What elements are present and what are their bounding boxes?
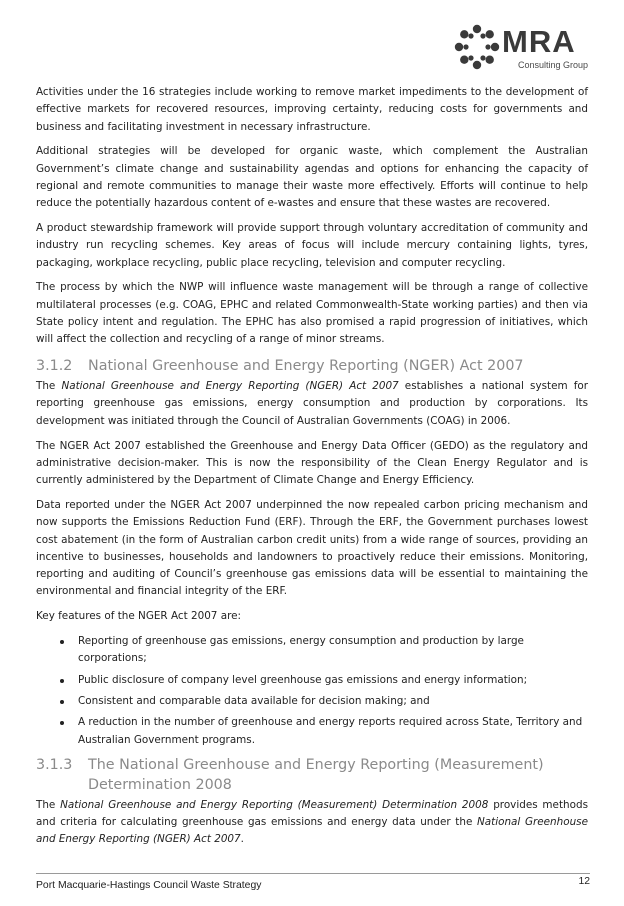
section-heading-3-1-2 (36, 356, 588, 376)
text-run: The (36, 380, 62, 393)
paragraph: The NGER Act 2007 established the Greenhouse and Energy Data Officer (GEDO) as the regulatory and administrative decision-maker. This is now the responsibility of the Clean Energy Regulator and is currently administered by the Department of Climate Change and Energy Efficiency. (36, 439, 588, 487)
list-item: Consistent and comparable data available for decision making; and (36, 693, 588, 710)
section-title: National Greenhouse and Energy Reporting (NGER) Act 2007 (88, 358, 524, 375)
paragraph: Additional strategies will be developed for organic waste, which complement the Australian Government’s climate change and sustainability agendas and options for enhancing the capacity of regional and remote communities to manage their waste more effectively. Efforts will continue to help reduce the potentially hazardous content of e-wastes and ensure that these wastes are recovered. (36, 145, 588, 210)
paragraph: The process by which the NWP will influence waste management will be through a range of collective multilateral processes (e.g. COAG, EPHC and related Commonwealth-State working parties) and then via State policy intent and regulation. The EPHC has also promised a rapid progression of initiatives, which will affect the collection and recycling of a range of minor streams. (36, 281, 588, 346)
section-number: 3.1.3 (36, 756, 73, 773)
paragraph: Activities under the 16 strategies include working to remove market impediments to the development of effective markets for recovered resources, improving certainty, reducing costs for governments and business and facilitating investment in necessary infrastructure. (36, 86, 588, 133)
italic-act-title: National Greenhouse and Energy Reporting (NGER) Act 2007 (36, 816, 588, 846)
section-title: The National Greenhouse and Energy Reporting (Measurement) Determination 2008 (88, 756, 544, 793)
mra-logo-icon (454, 24, 500, 70)
main-content (36, 84, 588, 856)
key-features-list (36, 633, 588, 749)
text-run: The (36, 798, 61, 811)
list-item: Public disclosure of company level greenhouse gas emissions and energy information; (36, 672, 588, 689)
section-number: 3.1.2 (36, 358, 73, 375)
text-run: provides methods and criteria for calculating greenhouse gas emissions and energy data under the (36, 798, 588, 829)
footer-divider (36, 873, 590, 874)
paragraph: A product stewardship framework will provide support through voluntary accreditation of community and industry run recycling schemes. Key areas of focus will include mercury containing lights, tyres, packaging, workplace recycling, public place recycling, television and computer recycling. (36, 222, 588, 269)
list-item: A reduction in the number of greenhouse and energy reports required across State, Territory and Australian Government programs. (36, 714, 588, 749)
section-heading-3-1-3 (36, 755, 588, 795)
paragraph (36, 797, 588, 849)
logo-subtitle: Consulting Group (518, 60, 589, 70)
list-item: Reporting of greenhouse gas emissions, energy consumption and production by large corporations; (36, 633, 588, 668)
text-run: . (240, 833, 244, 846)
paragraph: Data reported under the NGER Act 2007 underpinned the now repealed carbon pricing mechanism and now supports the Emissions Reduction Fund (ERF). Through the ERF, the Government purchases lowest cost abatement (in the form of Australian carbon credit units) from a wide range of sources, providing an incentive to businesses, households and landowners to proactively reduce their emissions. Monitoring, reporting and auditing of Council’s greenhouse gas emissions data will be essential to maintaining the environmental and financial integrity of the ERF. (36, 498, 588, 598)
italic-determination-title: National Greenhouse and Energy Reporting (Measurement) Determination 2008 (60, 798, 489, 811)
page-number: 12 (578, 876, 590, 887)
mra-logo (448, 20, 598, 76)
footer-document-title: Port Macquarie-Hastings Council Waste Strategy (36, 880, 262, 891)
paragraph (36, 378, 588, 430)
paragraph: Key features of the NGER Act 2007 are: (36, 610, 242, 623)
logo-wordmark: MRA (502, 24, 576, 59)
text-run: establishes a national system for reporting greenhouse gas emissions, energy consumption and production by corporations. Its development was initiated through the Council of Australian Governments (COAG) in 2006. (36, 380, 588, 427)
italic-act-title: National Greenhouse and Energy Reporting (NGER) Act 2007 (61, 380, 399, 393)
